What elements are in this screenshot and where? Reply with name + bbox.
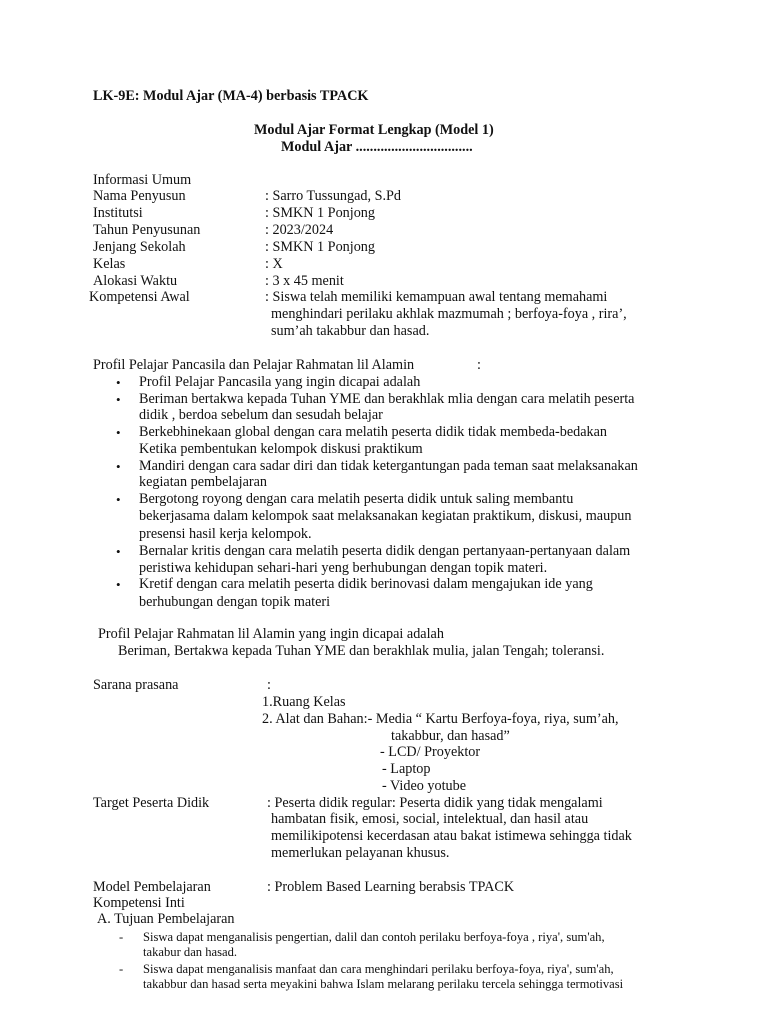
sarana-item: - Laptop <box>382 761 431 777</box>
list-item-cont: presensi hasil kerja kelompok. <box>139 526 312 542</box>
tujuan-heading: A. Tujuan Pembelajaran <box>97 911 235 927</box>
info-label: Institutsi <box>93 205 143 221</box>
info-label: Alokasi Waktu <box>93 273 178 289</box>
model-label: Model Pembelajaran <box>93 879 211 895</box>
info-value-cont: menghindari perilaku akhlak mazmumah ; berfoya-foya , rira’, <box>271 306 627 322</box>
info-label: Kompetensi Awal <box>89 289 190 305</box>
info-value: : 2023/2024 <box>265 222 334 238</box>
kompetensi-inti-heading: Kompetensi Inti <box>93 895 185 911</box>
list-item-cont: Ketika pembentukan kelompok diskusi praktikum <box>139 441 423 457</box>
list-item: Kretif dengan cara melatih peserta didik berinovasi dalam mengajukan ide yang <box>139 576 593 592</box>
bullet-icon: • <box>116 459 121 474</box>
bullet-icon: • <box>116 375 121 390</box>
info-value: : X <box>265 256 283 272</box>
list-item-cont: berhubungan dengan topik materi <box>139 594 331 610</box>
dash-icon: - <box>119 962 124 976</box>
model-value: : Problem Based Learning berabsis TPACK <box>267 879 515 895</box>
tujuan-item: Siswa dapat menganalisis pengertian, dalil dan contoh perilaku berfoya-foya , riya', sum'ah, <box>143 930 605 944</box>
sarana-item: 2. Alat dan Bahan:- Media “ Kartu Berfoya-foya, riya, sum’ah, <box>262 711 619 727</box>
sarana-label: Sarana prasana <box>93 677 179 693</box>
bullet-icon: • <box>116 544 121 559</box>
list-item-cont: peristiwa kehidupan sehari-hari yeng berhubungan dengan topik materi. <box>139 560 548 576</box>
dash-icon: - <box>119 930 124 944</box>
list-item-cont: bekerjasama dalam kelompok saat melaksanakan kegiatan praktikum, diskusi, maupun <box>139 508 632 524</box>
sarana-colon: : <box>267 677 271 693</box>
info-label: Nama Penyusun <box>93 188 186 204</box>
info-value: : Sarro Tussungad, S.Pd <box>265 188 401 204</box>
document-code: LK-9E: Modul Ajar (MA-4) berbasis TPACK <box>93 88 369 104</box>
list-item: Beriman bertakwa kepada Tuhan YME dan berakhlak mlia dengan cara melatih peserta <box>139 391 635 407</box>
tujuan-item-cont: takabur dan hasad. <box>143 945 238 959</box>
info-label: Jenjang Sekolah <box>93 239 186 255</box>
bullet-icon: • <box>116 392 121 407</box>
info-value-cont: sum’ah takabbur dan hasad. <box>271 323 430 339</box>
list-item: Profil Pelajar Pancasila yang ingin dicapai adalah <box>139 374 421 390</box>
list-item-cont: didik , berdoa sebelum dan sesudah belajar <box>139 407 383 423</box>
info-value: : SMKN 1 Ponjong <box>265 239 375 255</box>
target-value-cont: memerlukan pelayanan khusus. <box>271 845 450 861</box>
sarana-item-cont: takabbur, dan hasad” <box>391 728 510 744</box>
bullet-icon: • <box>116 492 121 507</box>
info-value: : SMKN 1 Ponjong <box>265 205 375 221</box>
sarana-item: - Video yotube <box>382 778 466 794</box>
list-item: Bergotong royong dengan cara melatih peserta didik untuk saling membantu <box>139 491 574 507</box>
sarana-item: 1.Ruang Kelas <box>262 694 346 710</box>
list-item: Mandiri dengan cara sadar diri dan tidak ketergantungan pada teman saat melaksanakan <box>139 458 638 474</box>
list-item: Bernalar kritis dengan cara melatih peserta didik dengan pertanyaan-pertanyaan dalam <box>139 543 631 559</box>
sarana-item: - LCD/ Proyektor <box>380 744 481 760</box>
rahmatan-text: Beriman, Bertakwa kepada Tuhan YME dan berakhlak mulia, jalan Tengah; toleransi. <box>118 643 605 659</box>
target-value-cont: memilikipotensi kecerdasan atau bakat istimewa sehingga tidak <box>271 828 632 844</box>
list-item: Berkebhinekaan global dengan cara melatih peserta didik tidak membeda-bedakan <box>139 424 607 440</box>
bullet-icon: • <box>116 425 121 440</box>
profil-heading: Profil Pelajar Pancasila dan Pelajar Rahmatan lil Alamin <box>93 357 415 373</box>
informasi-umum-heading: Informasi Umum <box>93 172 192 188</box>
info-label: Tahun Penyusunan <box>93 222 201 238</box>
tujuan-item-cont: takabbur dan hasad serta meyakini bahwa Islam melarang perilaku tercela sehingga termotivasi <box>143 977 624 991</box>
rahmatan-heading: Profil Pelajar Rahmatan lil Alamin yang ingin dicapai adalah <box>98 626 444 642</box>
profil-heading-colon: : <box>477 357 481 373</box>
target-value-cont: hambatan fisik, emosi, social, intelektual, dan hasil atau <box>271 811 589 827</box>
target-value: : Peserta didik regular: Peserta didik yang tidak mengalami <box>267 795 603 811</box>
info-value: : Siswa telah memiliki kemampuan awal tentang memahami <box>265 289 608 305</box>
target-label: Target Peserta Didik <box>93 795 210 811</box>
list-item-cont: kegiatan pembelajaran <box>139 474 268 490</box>
document-subtitle: Modul Ajar ................................. <box>281 139 473 155</box>
info-label: Kelas <box>93 256 126 272</box>
tujuan-item: Siswa dapat menganalisis manfaat dan cara menghindari perilaku berfoya-foya, riya', sum'ah, <box>143 962 614 976</box>
bullet-icon: • <box>116 577 121 592</box>
document-title: Modul Ajar Format Lengkap (Model 1) <box>254 122 494 138</box>
info-value: : 3 x 45 menit <box>265 273 344 289</box>
